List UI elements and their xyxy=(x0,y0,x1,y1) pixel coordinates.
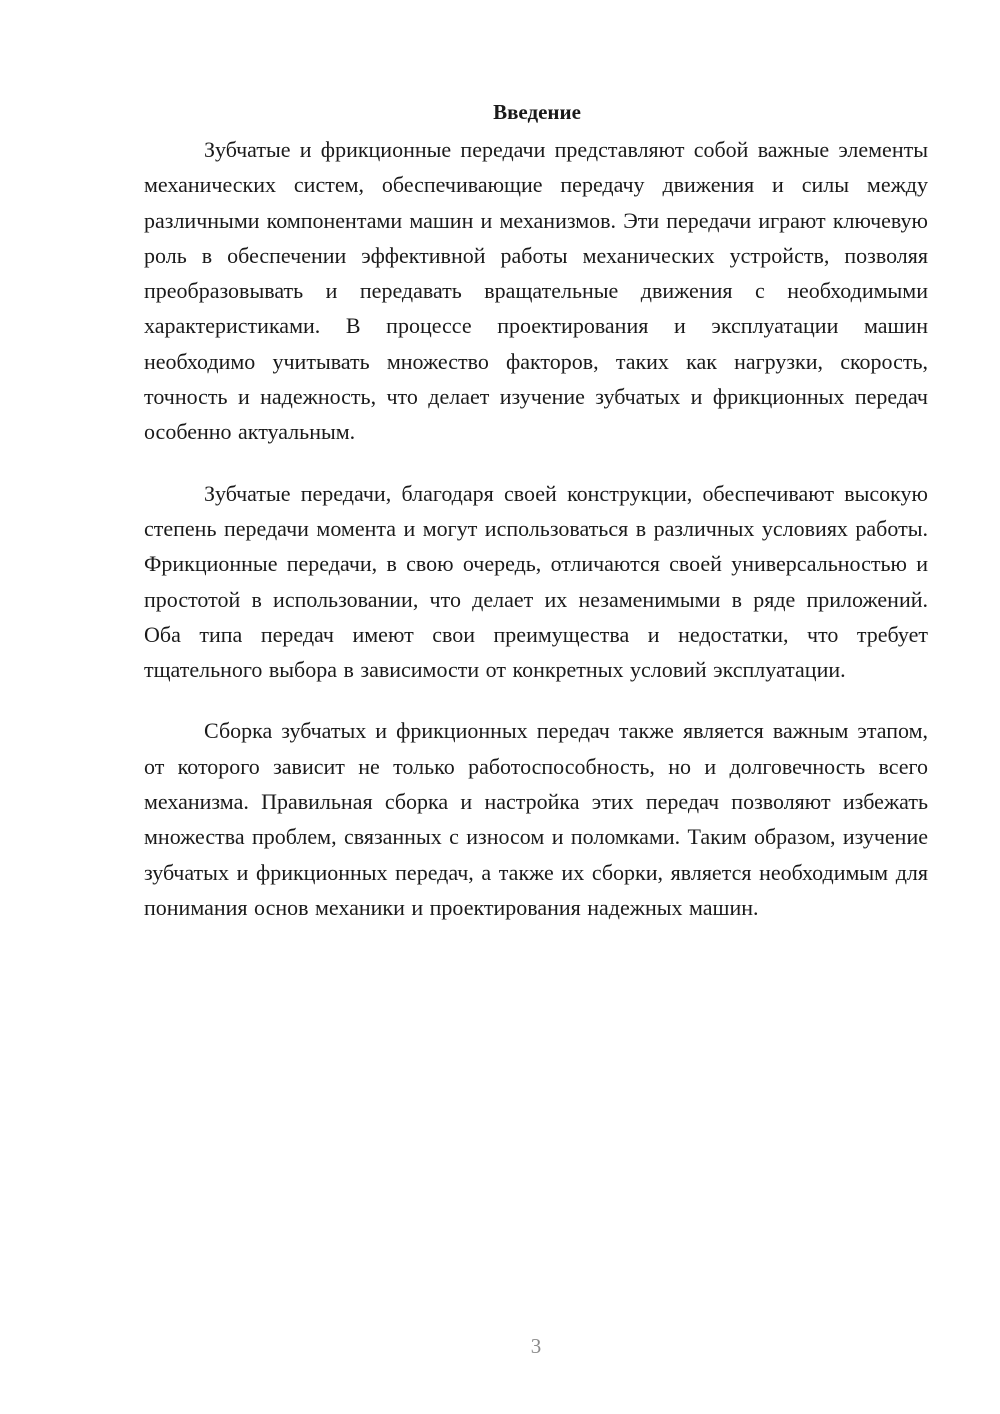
paragraph-3: Сборка зубчатых и фрикционных передач также является важным этапом, от которого зависит не только работоспособность, но и долговечность всего механизма. Правильная сборка и настройка этих передач позволяют избежать множества проблем, связанных с износом и поломками. Таким образом, изучение зубчатых и фрикционных передач, а также их сборки, является необходимым для понимания основ механики и проектирования надежных машин. xyxy=(144,718,928,920)
section-title: Введение xyxy=(493,100,581,124)
page-content xyxy=(144,96,928,951)
paragraph-1: Зубчатые и фрикционные передачи представляют собой важные элементы механических систем, обеспечивающие передачу движения и силы между различными компонентами машин и механизмов. Эти передачи играют ключевую роль в обеспечении эффективной работы механических устройств, позволяя преобразовывать и передавать вращательные движения с необходимыми характеристиками. В процессе проектирования и эксплуатации машин необходимо учитывать множество факторов, таких как нагрузки, скорость, точность и надежность, что делает изучение зубчатых и фрикционных передач особенно актуальным. xyxy=(144,137,928,445)
page-number: 3 xyxy=(530,1334,542,1358)
paragraph-2: Зубчатые передачи, благодаря своей конструкции, обеспечивают высокую степень передачи момента и могут использоваться в различных условиях работы. Фрикционные передачи, в свою очередь, отличаются своей универсальностью и простотой в использовании, что делает их незаменимыми в ряде приложений. Оба типа передач имеют свои преимущества и недостатки, что требует тщательного выбора в зависимости от конкретных условий эксплуатации. xyxy=(144,480,928,683)
